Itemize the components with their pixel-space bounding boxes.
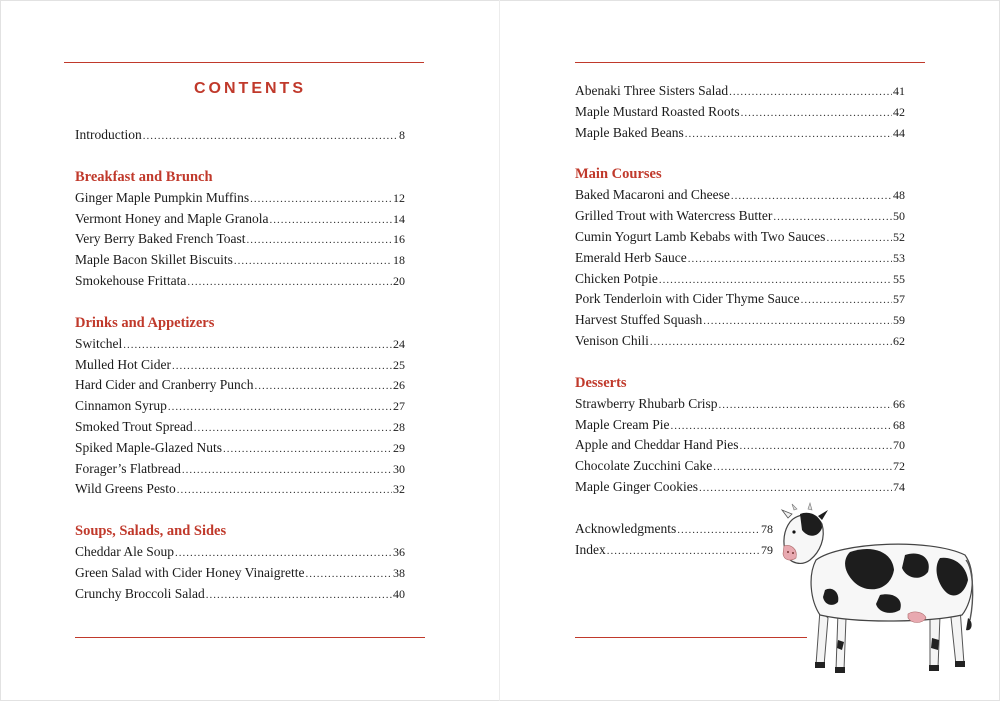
toc-entry[interactable] bbox=[75, 271, 405, 292]
toc-entry-page: 55 bbox=[893, 271, 905, 286]
toc-entry-page: 20 bbox=[393, 273, 405, 288]
dot-leader bbox=[801, 290, 892, 311]
toc-entry-label: Maple Mustard Roasted Roots bbox=[575, 103, 740, 119]
dot-leader bbox=[713, 457, 892, 478]
toc-entry-label: Chicken Potpie bbox=[575, 270, 658, 286]
toc-entry-label: Vermont Honey and Maple Granola bbox=[75, 210, 269, 226]
toc-entry-label: Hard Cider and Cranberry Punch bbox=[75, 377, 254, 393]
toc-entry-page: 30 bbox=[393, 461, 405, 476]
dot-leader bbox=[718, 395, 892, 416]
toc-entry-page: 25 bbox=[393, 357, 405, 372]
dot-leader bbox=[234, 251, 392, 272]
dot-leader bbox=[773, 207, 892, 228]
toc-entry-page: 29 bbox=[393, 440, 405, 455]
right-bottom-rule bbox=[575, 637, 807, 638]
section-heading-drinks: Drinks and Appetizers bbox=[75, 314, 215, 331]
toc-entry[interactable] bbox=[75, 229, 405, 250]
toc-entry[interactable] bbox=[575, 102, 905, 123]
toc-entry-label: Very Berry Baked French Toast bbox=[75, 231, 246, 247]
toc-entry[interactable] bbox=[575, 206, 905, 227]
toc-entry[interactable] bbox=[575, 123, 905, 144]
toc-right-page bbox=[575, 81, 905, 498]
toc-entry-page: 59 bbox=[893, 313, 905, 328]
toc-entry-page: 53 bbox=[893, 250, 905, 265]
toc-entry-label: Mulled Hot Cider bbox=[75, 356, 171, 372]
toc-entry-page: 32 bbox=[393, 482, 405, 497]
toc-entry-label: Maple Bacon Skillet Biscuits bbox=[75, 252, 233, 268]
toc-entry-label: Cumin Yogurt Lamb Kebabs with Two Sauces bbox=[575, 228, 826, 244]
toc-entry-page: 41 bbox=[893, 84, 905, 98]
toc-entry-label: Switchel bbox=[75, 335, 123, 351]
toc-entry-page: 74 bbox=[893, 479, 905, 494]
dot-leader bbox=[194, 418, 392, 439]
dot-leader bbox=[168, 397, 392, 418]
toc-entry[interactable] bbox=[575, 81, 905, 102]
toc-entry[interactable] bbox=[575, 415, 905, 436]
toc-entry-page: 24 bbox=[393, 336, 405, 351]
dot-leader bbox=[306, 564, 393, 585]
toc-entry[interactable] bbox=[75, 438, 405, 459]
toc-entry-page: 62 bbox=[893, 333, 905, 348]
section-heading-desserts: Desserts bbox=[575, 374, 627, 391]
toc-entry-page: 26 bbox=[393, 378, 405, 393]
toc-entry-page: 57 bbox=[893, 292, 905, 307]
dot-leader bbox=[739, 436, 892, 457]
toc-entry-page: 50 bbox=[893, 209, 905, 224]
section-heading-breakfast: Breakfast and Brunch bbox=[75, 168, 213, 185]
toc-entry-label: Crunchy Broccoli Salad bbox=[75, 585, 205, 601]
right-top-rule bbox=[575, 62, 925, 63]
toc-entry[interactable] bbox=[575, 456, 905, 477]
toc-entry-page: 78 bbox=[761, 522, 773, 536]
toc-entry-label: Apple and Cheddar Hand Pies bbox=[575, 437, 739, 453]
toc-entry[interactable] bbox=[75, 250, 405, 271]
dot-leader bbox=[741, 103, 892, 124]
toc-entry[interactable] bbox=[75, 417, 405, 438]
toc-entry[interactable] bbox=[75, 209, 405, 230]
dot-leader bbox=[729, 82, 892, 103]
toc-entry-label: Spiked Maple-Glazed Nuts bbox=[75, 439, 222, 455]
toc-entry[interactable] bbox=[575, 435, 905, 456]
toc-entry-page: 70 bbox=[893, 438, 905, 453]
toc-entry-page: 48 bbox=[893, 188, 905, 203]
dot-leader bbox=[269, 210, 392, 231]
dot-leader bbox=[688, 249, 892, 270]
toc-entry-page: 14 bbox=[393, 211, 405, 226]
section-heading-main-courses: Main Courses bbox=[575, 166, 662, 183]
dot-leader bbox=[607, 541, 760, 562]
toc-entry-label: Venison Chili bbox=[575, 332, 649, 348]
toc-entry[interactable] bbox=[575, 185, 905, 206]
dot-leader bbox=[670, 416, 892, 437]
left-top-rule bbox=[64, 62, 424, 63]
toc-entry[interactable] bbox=[575, 331, 905, 352]
dot-leader bbox=[182, 460, 392, 481]
toc-entry[interactable] bbox=[75, 459, 405, 480]
toc-entry-label: Harvest Stuffed Squash bbox=[575, 312, 703, 328]
toc-entry-page: 8 bbox=[399, 128, 405, 142]
toc-entry-label: Acknowledgments bbox=[575, 521, 677, 536]
toc-entry[interactable] bbox=[575, 310, 905, 331]
toc-entry-page: 18 bbox=[393, 253, 405, 268]
toc-entry-acknowledgments[interactable] bbox=[575, 519, 773, 540]
toc-entry-label: Grilled Trout with Watercress Butter bbox=[575, 208, 773, 224]
toc-entry-page: 79 bbox=[761, 542, 773, 557]
dot-leader bbox=[826, 228, 892, 249]
toc-entry-label: Forager’s Flatbread bbox=[75, 460, 181, 476]
dot-leader bbox=[677, 520, 760, 541]
section-heading-soups: Soups, Salads, and Sides bbox=[75, 523, 227, 540]
toc-entry-label: Maple Cream Pie bbox=[575, 416, 670, 432]
toc-entry-page: 38 bbox=[393, 565, 405, 580]
toc-left-page bbox=[75, 125, 405, 605]
toc-entry[interactable] bbox=[575, 289, 905, 310]
toc-entry-page: 66 bbox=[893, 396, 905, 411]
toc-entry-label: Cinnamon Syrup bbox=[75, 398, 167, 414]
toc-entry-label: Green Salad with Cider Honey Vinaigrette bbox=[75, 564, 305, 580]
toc-entry-index[interactable] bbox=[575, 540, 773, 561]
dot-leader bbox=[123, 335, 392, 356]
dot-leader bbox=[699, 478, 892, 499]
toc-entry[interactable] bbox=[75, 584, 405, 605]
toc-entry[interactable] bbox=[575, 477, 905, 498]
dot-leader bbox=[177, 480, 392, 501]
toc-entry-label: Maple Baked Beans bbox=[575, 124, 684, 140]
dot-leader bbox=[650, 332, 892, 353]
toc-entry[interactable] bbox=[575, 394, 905, 415]
toc-entry-label: Abenaki Three Sisters Salad bbox=[575, 83, 729, 98]
cow-illustration bbox=[780, 500, 980, 690]
toc-entry-page: 28 bbox=[393, 419, 405, 434]
toc-entry-label: Strawberry Rhubarb Crisp bbox=[575, 395, 718, 411]
dot-leader bbox=[685, 124, 892, 145]
toc-entry[interactable] bbox=[75, 188, 405, 209]
toc-entry[interactable] bbox=[575, 227, 905, 248]
toc-entry[interactable] bbox=[75, 375, 405, 396]
toc-entry-page: 36 bbox=[393, 545, 405, 560]
toc-entry-introduction[interactable] bbox=[75, 125, 405, 146]
dot-leader bbox=[206, 585, 392, 606]
toc-entry[interactable] bbox=[75, 396, 405, 417]
page-gutter bbox=[499, 0, 500, 701]
toc-entry-page: 42 bbox=[893, 104, 905, 119]
toc-entry-page: 44 bbox=[893, 125, 905, 140]
toc-entry[interactable] bbox=[75, 563, 405, 584]
toc-entry-label: Pork Tenderloin with Cider Thyme Sauce bbox=[575, 291, 800, 307]
dot-leader bbox=[731, 186, 892, 207]
toc-entry[interactable] bbox=[575, 269, 905, 290]
dot-leader bbox=[247, 230, 392, 251]
toc-entry-page: 52 bbox=[893, 229, 905, 244]
dot-leader bbox=[254, 376, 392, 397]
toc-entry-label: Introduction bbox=[75, 127, 142, 142]
toc-entry-label: Chocolate Zucchini Cake bbox=[575, 458, 713, 474]
toc-entry-page: 68 bbox=[893, 417, 905, 432]
toc-entry-label: Emerald Herb Sauce bbox=[575, 249, 687, 265]
dot-leader bbox=[250, 189, 392, 210]
page-title: CONTENTS bbox=[194, 80, 306, 97]
dot-leader bbox=[223, 439, 392, 460]
toc-entry[interactable] bbox=[75, 479, 405, 500]
left-bottom-rule bbox=[75, 637, 425, 638]
dot-leader bbox=[172, 356, 392, 377]
toc-entry-label: Smokehouse Frittata bbox=[75, 272, 187, 288]
back-matter-list bbox=[575, 519, 773, 561]
toc-entry-page: 12 bbox=[393, 190, 405, 205]
toc-entry-page: 72 bbox=[893, 459, 905, 474]
toc-entry-label: Wild Greens Pesto bbox=[75, 481, 176, 497]
toc-entry-label: Baked Macaroni and Cheese bbox=[575, 187, 730, 203]
toc-entry-label: Cheddar Ale Soup bbox=[75, 544, 174, 560]
toc-entry-label: Maple Ginger Cookies bbox=[575, 478, 698, 494]
dot-leader bbox=[703, 311, 892, 332]
toc-entry-page: 16 bbox=[393, 232, 405, 247]
toc-entry-label: Smoked Trout Spread bbox=[75, 418, 193, 434]
toc-entry-label: Ginger Maple Pumpkin Muffins bbox=[75, 189, 250, 205]
toc-entry[interactable] bbox=[75, 355, 405, 376]
dot-leader bbox=[187, 272, 392, 293]
toc-entry[interactable] bbox=[575, 248, 905, 269]
dot-leader bbox=[659, 270, 892, 291]
toc-entry-label: Index bbox=[575, 541, 606, 557]
dot-leader bbox=[175, 543, 392, 564]
toc-entry-page: 27 bbox=[393, 399, 405, 414]
toc-entry[interactable] bbox=[75, 542, 405, 563]
toc-entry[interactable] bbox=[75, 334, 405, 355]
dot-leader bbox=[143, 126, 398, 147]
toc-entry-page: 40 bbox=[393, 586, 405, 601]
